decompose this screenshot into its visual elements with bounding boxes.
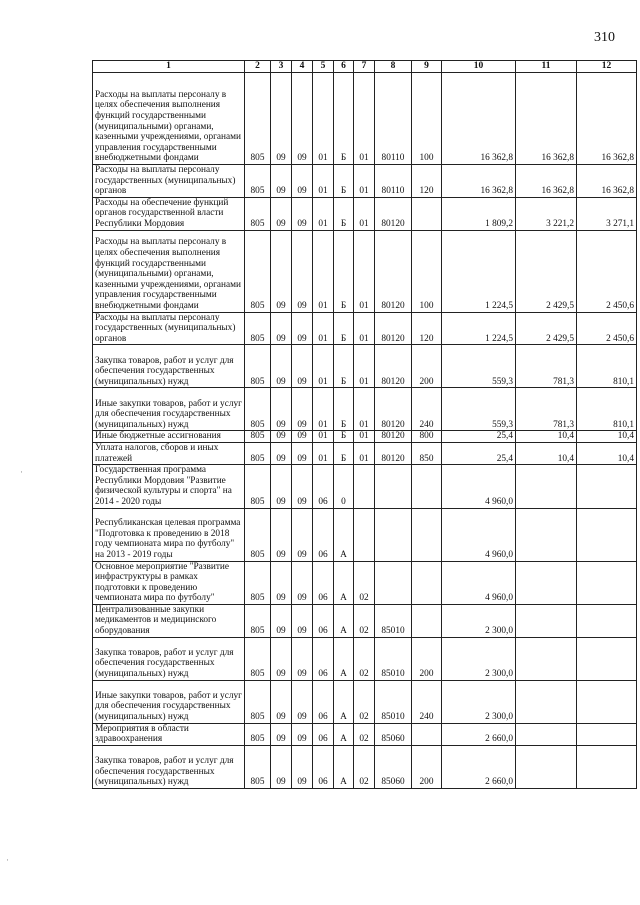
- cell-code-program: 06: [313, 465, 334, 508]
- cell-code-event: 01: [354, 312, 375, 345]
- cell-amount-col10: 1 224,5: [442, 312, 516, 345]
- cell-code-pr: 09: [292, 73, 313, 165]
- cell-item-name: Уплата налогов, сборов и иных платежей: [93, 442, 245, 464]
- cell-code-program: 01: [313, 431, 334, 443]
- cell-amount-col12: 810,1: [577, 388, 637, 431]
- cell-code-subprogram: Б: [334, 312, 354, 345]
- cell-amount-col11: 781,3: [516, 345, 577, 388]
- cell-code-rz: 09: [271, 465, 292, 508]
- cell-amount-col10: 2 300,0: [442, 680, 516, 723]
- table-row: [93, 431, 637, 443]
- cell-code-subprogram: А: [334, 637, 354, 680]
- cell-amount-col12: 2 450,6: [577, 312, 637, 345]
- cell-code-event: 01: [354, 442, 375, 464]
- column-header: 2: [245, 61, 271, 73]
- cell-amount-col10: 1 224,5: [442, 230, 516, 312]
- cell-amount-col11: [516, 723, 577, 745]
- cell-code-gr: 805: [245, 442, 271, 464]
- cell-amount-col11: [516, 637, 577, 680]
- cell-amount-col10: 1 809,2: [442, 197, 516, 230]
- cell-code-rz: 09: [271, 312, 292, 345]
- cell-amount-col10: 2 660,0: [442, 745, 516, 788]
- cell-code-gr: 805: [245, 465, 271, 508]
- cell-amount-col12: [577, 745, 637, 788]
- cell-code-event: 01: [354, 197, 375, 230]
- table-row: [93, 312, 637, 345]
- cell-item-name: Закупка товаров, работ и услуг для обеспечения государственных (муниципальных) нужд: [93, 637, 245, 680]
- cell-code-direction: 80120: [375, 312, 412, 345]
- cell-code-subprogram: А: [334, 508, 354, 561]
- cell-code-gr: 805: [245, 604, 271, 637]
- cell-code-gr: 805: [245, 73, 271, 165]
- cell-code-direction: 80120: [375, 388, 412, 431]
- cell-code-gr: 805: [245, 388, 271, 431]
- cell-code-program: 06: [313, 508, 334, 561]
- column-header: 12: [577, 61, 637, 73]
- cell-item-name: Закупка товаров, работ и услуг для обеспечения государственных (муниципальных) нужд: [93, 345, 245, 388]
- cell-code-vr: [412, 465, 442, 508]
- column-header: 9: [412, 61, 442, 73]
- cell-amount-col12: [577, 723, 637, 745]
- table-row: [93, 604, 637, 637]
- cell-code-pr: 09: [292, 442, 313, 464]
- cell-item-name: Основное мероприятие "Развитие инфраструктуры в рамках подготовки к проведению чемпионата мира по футболу": [93, 561, 245, 604]
- cell-code-rz: 09: [271, 745, 292, 788]
- cell-code-event: [354, 508, 375, 561]
- cell-item-name: Иные бюджетные ассигнования: [93, 431, 245, 443]
- cell-amount-col10: 4 960,0: [442, 465, 516, 508]
- cell-amount-col12: 10,4: [577, 442, 637, 464]
- cell-code-vr: [412, 561, 442, 604]
- cell-amount-col10: 2 300,0: [442, 637, 516, 680]
- cell-code-subprogram: А: [334, 680, 354, 723]
- cell-amount-col12: 3 271,1: [577, 197, 637, 230]
- cell-code-event: 01: [354, 388, 375, 431]
- cell-amount-col12: 10,4: [577, 431, 637, 443]
- cell-code-gr: 805: [245, 745, 271, 788]
- cell-amount-col12: [577, 508, 637, 561]
- cell-code-program: 01: [313, 197, 334, 230]
- cell-code-rz: 09: [271, 73, 292, 165]
- cell-code-direction: [375, 561, 412, 604]
- cell-amount-col11: 781,3: [516, 388, 577, 431]
- cell-code-pr: 09: [292, 388, 313, 431]
- cell-code-direction: 80110: [375, 73, 412, 165]
- cell-code-event: 01: [354, 165, 375, 198]
- cell-code-pr: 09: [292, 723, 313, 745]
- table-row: [93, 508, 637, 561]
- cell-code-pr: 09: [292, 230, 313, 312]
- cell-code-gr: 805: [245, 637, 271, 680]
- table-row: [93, 442, 637, 464]
- cell-code-gr: 805: [245, 230, 271, 312]
- cell-code-pr: 09: [292, 165, 313, 198]
- cell-item-name: Республиканская целевая программа "Подготовка к проведению в 2018 году чемпионата мира по футболу" на 2013 - 2019 годы: [93, 508, 245, 561]
- cell-amount-col11: [516, 680, 577, 723]
- cell-amount-col10: 559,3: [442, 388, 516, 431]
- column-header: 6: [334, 61, 354, 73]
- cell-code-subprogram: Б: [334, 165, 354, 198]
- cell-code-subprogram: Б: [334, 197, 354, 230]
- cell-code-program: 01: [313, 73, 334, 165]
- cell-code-direction: 80120: [375, 197, 412, 230]
- cell-code-subprogram: А: [334, 604, 354, 637]
- cell-amount-col10: 16 362,8: [442, 73, 516, 165]
- cell-code-pr: 09: [292, 561, 313, 604]
- cell-code-pr: 09: [292, 197, 313, 230]
- cell-code-vr: 200: [412, 637, 442, 680]
- cell-amount-col12: [577, 561, 637, 604]
- cell-amount-col12: 16 362,8: [577, 165, 637, 198]
- cell-code-vr: [412, 604, 442, 637]
- column-header: 10: [442, 61, 516, 73]
- cell-code-rz: 09: [271, 680, 292, 723]
- cell-code-direction: 80120: [375, 230, 412, 312]
- column-header: 1: [93, 61, 245, 73]
- cell-amount-col11: 10,4: [516, 442, 577, 464]
- cell-code-event: 02: [354, 745, 375, 788]
- table-row: [93, 637, 637, 680]
- cell-code-event: 01: [354, 230, 375, 312]
- cell-code-rz: 09: [271, 431, 292, 443]
- cell-code-vr: 240: [412, 680, 442, 723]
- cell-code-vr: [412, 508, 442, 561]
- table-row: [93, 680, 637, 723]
- table-row: [93, 723, 637, 745]
- cell-code-direction: 85010: [375, 680, 412, 723]
- cell-amount-col10: 2 660,0: [442, 723, 516, 745]
- cell-amount-col11: [516, 508, 577, 561]
- column-header: 4: [292, 61, 313, 73]
- cell-code-rz: 09: [271, 197, 292, 230]
- cell-amount-col12: 16 362,8: [577, 73, 637, 165]
- cell-amount-col12: [577, 680, 637, 723]
- cell-code-event: 01: [354, 431, 375, 443]
- cell-code-vr: 200: [412, 345, 442, 388]
- header-row: [93, 61, 637, 73]
- table-body: [93, 73, 637, 789]
- table-row: [93, 745, 637, 788]
- cell-code-subprogram: Б: [334, 73, 354, 165]
- cell-code-gr: 805: [245, 723, 271, 745]
- cell-code-vr: 100: [412, 230, 442, 312]
- cell-code-direction: [375, 465, 412, 508]
- cell-code-rz: 09: [271, 604, 292, 637]
- cell-amount-col12: [577, 465, 637, 508]
- cell-item-name: Иные закупки товаров, работ и услуг для обеспечения государственных (муниципальных) нужд: [93, 680, 245, 723]
- cell-code-pr: 09: [292, 637, 313, 680]
- cell-code-event: 02: [354, 680, 375, 723]
- cell-code-rz: 09: [271, 388, 292, 431]
- cell-amount-col11: 2 429,5: [516, 312, 577, 345]
- cell-amount-col11: [516, 604, 577, 637]
- cell-amount-col10: 559,3: [442, 345, 516, 388]
- cell-code-event: [354, 465, 375, 508]
- cell-code-vr: 100: [412, 73, 442, 165]
- cell-code-direction: 80110: [375, 165, 412, 198]
- cell-amount-col11: [516, 465, 577, 508]
- cell-amount-col10: 25,4: [442, 431, 516, 443]
- table-row: [93, 230, 637, 312]
- cell-code-direction: 80120: [375, 431, 412, 443]
- cell-code-subprogram: 0: [334, 465, 354, 508]
- cell-code-rz: 09: [271, 723, 292, 745]
- cell-amount-col11: 16 362,8: [516, 73, 577, 165]
- table-row: [93, 197, 637, 230]
- cell-amount-col11: [516, 745, 577, 788]
- cell-amount-col10: 16 362,8: [442, 165, 516, 198]
- cell-amount-col12: [577, 604, 637, 637]
- cell-code-rz: 09: [271, 345, 292, 388]
- cell-item-name: Расходы на обеспечение функций органов государственной власти Республики Мордовия: [93, 197, 245, 230]
- cell-code-rz: 09: [271, 230, 292, 312]
- cell-code-program: 01: [313, 442, 334, 464]
- page-number: 310: [594, 30, 615, 45]
- cell-code-pr: 09: [292, 312, 313, 345]
- cell-code-pr: 09: [292, 345, 313, 388]
- cell-code-direction: 85060: [375, 745, 412, 788]
- table-row: [93, 561, 637, 604]
- cell-code-gr: 805: [245, 680, 271, 723]
- cell-amount-col10: 4 960,0: [442, 508, 516, 561]
- cell-code-vr: [412, 197, 442, 230]
- cell-amount-col10: 25,4: [442, 442, 516, 464]
- cell-code-event: 02: [354, 561, 375, 604]
- cell-code-direction: 80120: [375, 345, 412, 388]
- table-row: [93, 465, 637, 508]
- cell-code-event: 02: [354, 637, 375, 680]
- cell-code-program: 01: [313, 230, 334, 312]
- cell-amount-col11: 2 429,5: [516, 230, 577, 312]
- cell-code-vr: 850: [412, 442, 442, 464]
- cell-code-pr: 09: [292, 431, 313, 443]
- cell-code-vr: 240: [412, 388, 442, 431]
- table-row: [93, 345, 637, 388]
- cell-code-vr: 800: [412, 431, 442, 443]
- cell-amount-col12: 2 450,6: [577, 230, 637, 312]
- cell-item-name: Расходы на выплаты персоналу в целях обеспечения выполнения функций государственными (муниципальными) органами, казенными учреждениями, органами управления государственными внебюджетными фондами: [93, 230, 245, 312]
- scan-mark: ·: [6, 855, 9, 865]
- cell-code-program: 06: [313, 637, 334, 680]
- cell-item-name: Централизованные закупки медикаментов и медицинского оборудования: [93, 604, 245, 637]
- cell-code-pr: 09: [292, 680, 313, 723]
- cell-code-subprogram: А: [334, 723, 354, 745]
- cell-code-vr: 200: [412, 745, 442, 788]
- cell-code-vr: [412, 723, 442, 745]
- cell-code-subprogram: Б: [334, 345, 354, 388]
- cell-amount-col11: 3 221,2: [516, 197, 577, 230]
- cell-code-direction: 85010: [375, 637, 412, 680]
- cell-code-gr: 805: [245, 197, 271, 230]
- cell-amount-col11: [516, 561, 577, 604]
- cell-code-pr: 09: [292, 508, 313, 561]
- cell-code-direction: 80120: [375, 442, 412, 464]
- column-header: 7: [354, 61, 375, 73]
- cell-code-program: 06: [313, 680, 334, 723]
- cell-code-subprogram: Б: [334, 431, 354, 443]
- cell-code-event: 01: [354, 345, 375, 388]
- cell-code-gr: 805: [245, 431, 271, 443]
- cell-code-gr: 805: [245, 345, 271, 388]
- cell-code-gr: 805: [245, 165, 271, 198]
- cell-code-rz: 09: [271, 442, 292, 464]
- cell-code-subprogram: Б: [334, 230, 354, 312]
- cell-item-name: Мероприятия в области здравоохранения: [93, 723, 245, 745]
- cell-item-name: Государственная программа Республики Мордовия "Развитие физической культуры и спорта" на 2014 - 2020 годы: [93, 465, 245, 508]
- cell-code-direction: 85060: [375, 723, 412, 745]
- cell-code-program: 06: [313, 561, 334, 604]
- cell-code-program: 01: [313, 345, 334, 388]
- cell-amount-col11: 16 362,8: [516, 165, 577, 198]
- cell-item-name: Расходы на выплаты персоналу государственных (муниципальных) органов: [93, 312, 245, 345]
- cell-code-program: 01: [313, 388, 334, 431]
- cell-code-program: 01: [313, 312, 334, 345]
- column-header: 8: [375, 61, 412, 73]
- cell-code-gr: 805: [245, 312, 271, 345]
- table-row: [93, 388, 637, 431]
- cell-amount-col12: [577, 637, 637, 680]
- cell-code-pr: 09: [292, 745, 313, 788]
- cell-code-subprogram: Б: [334, 442, 354, 464]
- cell-code-program: 01: [313, 165, 334, 198]
- cell-code-subprogram: А: [334, 561, 354, 604]
- cell-code-vr: 120: [412, 165, 442, 198]
- cell-code-vr: 120: [412, 312, 442, 345]
- cell-code-pr: 09: [292, 465, 313, 508]
- cell-code-event: 02: [354, 723, 375, 745]
- cell-code-pr: 09: [292, 604, 313, 637]
- column-header: 11: [516, 61, 577, 73]
- cell-code-program: 06: [313, 745, 334, 788]
- cell-item-name: Закупка товаров, работ и услуг для обеспечения государственных (муниципальных) нужд: [93, 745, 245, 788]
- cell-code-rz: 09: [271, 637, 292, 680]
- cell-code-direction: [375, 508, 412, 561]
- cell-amount-col12: 810,1: [577, 345, 637, 388]
- cell-code-rz: 09: [271, 508, 292, 561]
- cell-code-subprogram: Б: [334, 388, 354, 431]
- cell-code-rz: 09: [271, 561, 292, 604]
- cell-amount-col11: 10,4: [516, 431, 577, 443]
- cell-code-event: 02: [354, 604, 375, 637]
- cell-item-name: Расходы на выплаты персоналу в целях обеспечения выполнения функций государственными (муниципальными) органами, казенными учреждениями, органами управления государственными внебюджетными фондами: [93, 73, 245, 165]
- table-row: [93, 165, 637, 198]
- cell-code-program: 06: [313, 604, 334, 637]
- cell-code-gr: 805: [245, 508, 271, 561]
- budget-table: [92, 60, 637, 789]
- cell-code-subprogram: А: [334, 745, 354, 788]
- cell-item-name: Расходы на выплаты персоналу государственных (муниципальных) органов: [93, 165, 245, 198]
- cell-code-event: 01: [354, 73, 375, 165]
- cell-amount-col10: 2 300,0: [442, 604, 516, 637]
- cell-item-name: Иные закупки товаров, работ и услуг для обеспечения государственных (муниципальных) нужд: [93, 388, 245, 431]
- cell-code-rz: 09: [271, 165, 292, 198]
- column-header: 5: [313, 61, 334, 73]
- cell-amount-col10: 4 960,0: [442, 561, 516, 604]
- column-header: 3: [271, 61, 292, 73]
- scan-mark: ·: [20, 467, 23, 477]
- cell-code-direction: 85010: [375, 604, 412, 637]
- cell-code-gr: 805: [245, 561, 271, 604]
- cell-code-program: 06: [313, 723, 334, 745]
- table-row: [93, 73, 637, 165]
